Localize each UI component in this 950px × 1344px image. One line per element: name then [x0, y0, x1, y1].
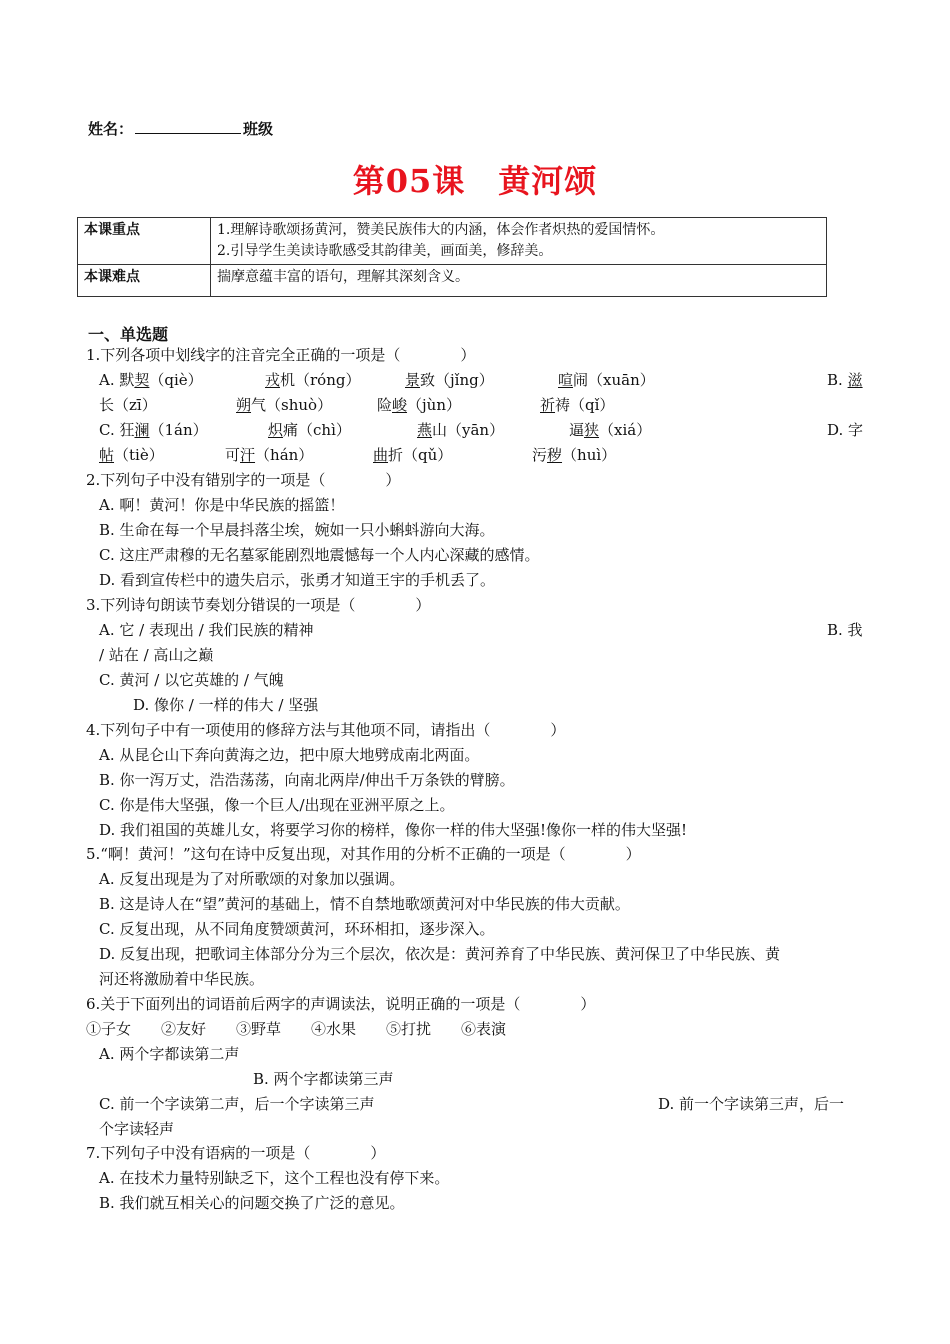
q6-option-c[interactable]: C. 前一个字读第二声，后一个字读第三声 — [99, 1095, 375, 1113]
q3-option-a[interactable]: A. 它 / 表现出 / 我们民族的精神 — [99, 621, 314, 639]
q6-option-b[interactable]: B. 两个字都读第三声 — [253, 1070, 394, 1088]
q3-stem: 3.下列诗句朗读节奏划分错误的一项是（ ） — [86, 596, 431, 614]
q1-b3-underline: 峻 — [392, 396, 408, 414]
focus-content — [211, 218, 827, 265]
q4-option-b[interactable]: B. 你一泻万丈，浩浩荡荡，向南北两岸/伸出千万条铁的臂膀。 — [99, 771, 515, 789]
q1-c3-underline: 燕 — [417, 421, 433, 439]
q4-option-a[interactable]: A. 从昆仑山下奔向黄海之边，把中原大地劈成南北两面。 — [99, 746, 480, 764]
difficulty-label: 本课难点 — [78, 265, 211, 297]
q1-word-d2 — [225, 445, 313, 465]
q1-word-b2 — [236, 395, 332, 415]
q6-word-list: ①子女 ②友好 ③野草 ④水果 ⑤打扰 ⑥表演 — [86, 1020, 507, 1038]
q1-c4-underline: 狭 — [584, 421, 600, 439]
q1-a2-rest: 机（róng） — [280, 371, 361, 389]
q4-option-d[interactable]: D. 我们祖国的英雄儿女，将要学习你的榜样，像你一样的伟大坚强!像你一样的伟大坚强! — [99, 821, 688, 839]
q7-option-b[interactable]: B. 我们就互相关心的问题交换了广泛的意见。 — [99, 1194, 405, 1212]
q3-option-b-cont: / 站在 / 高山之巅 — [99, 646, 214, 664]
q1-d1-underline: 帖 — [99, 446, 115, 464]
q1-d2-rest: （hán） — [255, 446, 314, 464]
q1-word-a2 — [265, 370, 360, 390]
q1-b-label: B. — [827, 371, 843, 389]
q2-option-d[interactable]: D. 看到宣传栏中的遗失启示，张勇才知道王宇的手机丢了。 — [99, 571, 496, 589]
q5-option-c[interactable]: C. 反复出现，从不同角度赞颂黄河，环环相扣，逐步深入。 — [99, 920, 495, 938]
lesson-title: 第05课 黄河颂 — [352, 162, 598, 200]
q1-option-b[interactable] — [827, 370, 863, 390]
q1-a4-underline: 喧 — [558, 371, 574, 389]
q1-word-c4 — [569, 420, 651, 440]
q1-word-b4 — [540, 395, 614, 415]
q2-option-a[interactable]: A. 啊！黄河！你是中华民族的摇篮！ — [99, 496, 345, 514]
focus-line-2: 2.引导学生美读诗歌感受其韵律美，画面美，修辞美。 — [217, 243, 553, 259]
q1-b2-underline: 朔 — [236, 396, 252, 414]
q1-d3-underline: 曲 — [373, 446, 389, 464]
table-row — [78, 218, 827, 265]
q2-stem: 2.下列句子中没有错别字的一项是（ ） — [86, 471, 401, 489]
key-points-table — [77, 217, 827, 297]
difficulty-content — [211, 265, 827, 297]
q5-option-b[interactable]: B. 这是诗人在“望”黄河的基础上，情不自禁地歌颂黄河对中华民族的伟大贡献。 — [99, 895, 630, 913]
q1-b3-rest: （jùn） — [407, 396, 462, 414]
q1-a1-rest: （qiè） — [149, 371, 203, 389]
q1-a4-rest: 闹（xuān） — [573, 371, 655, 389]
q1-d2-underline: 汗 — [240, 446, 256, 464]
q1-word-b1: 长（zī） — [99, 396, 157, 414]
q1-word-c3 — [417, 420, 504, 440]
q1-option-d[interactable]: D. 字 — [827, 421, 864, 439]
student-info-line — [88, 118, 273, 139]
q1-a3-underline: 景 — [405, 371, 421, 389]
q5-stem: 5.“啊！黄河！”这句在诗中反复出现，对其作用的分析不正确的一项是（ ） — [86, 845, 641, 863]
q1-stem: 1.下列各项中划线字的注音完全正确的一项是（ ） — [86, 346, 476, 364]
q1-c4-pre: 逼 — [569, 421, 585, 439]
q1-c1-underline: 澜 — [134, 421, 150, 439]
q3-option-d[interactable]: D. 像你 / 一样的伟大 / 坚强 — [133, 696, 319, 714]
q1-b3-pre: 险 — [377, 396, 393, 414]
q1-word-c2 — [268, 420, 351, 440]
q1-d4-rest: （huì） — [562, 446, 617, 464]
difficulty-line-1: 揣摩意蕴丰富的语句，理解其深刻含义。 — [217, 269, 469, 285]
q1-word-d3 — [373, 445, 452, 465]
q1-word-d1 — [99, 445, 164, 465]
q1-c2-rest: 痛（chì） — [283, 421, 351, 439]
q7-stem: 7.下列句子中没有语病的一项是（ ） — [86, 1144, 386, 1162]
q1-d4-pre: 污 — [532, 446, 548, 464]
q1-c1-rest: （1án） — [149, 421, 208, 439]
q6-option-d-cont: 个字读轻声 — [99, 1120, 175, 1138]
q1-option-a[interactable] — [99, 370, 203, 390]
q5-option-d[interactable]: D. 反复出现，把歌词主体部分分为三个层次，依次是：黄河养育了中华民族、黄河保卫了中华民族、黄 — [99, 945, 781, 963]
q1-option-c[interactable] — [99, 420, 208, 440]
focus-label: 本课重点 — [78, 218, 211, 265]
q6-stem: 6.关于下面列出的词语前后两字的声调读法，说明正确的一项是（ ） — [86, 995, 596, 1013]
q1-d4-underline: 秽 — [547, 446, 563, 464]
name-blank[interactable] — [135, 119, 241, 134]
q1-a1: A. 默 — [99, 371, 135, 389]
name-label: 姓名： — [88, 120, 134, 138]
q6-option-a[interactable]: A. 两个字都读第二声 — [99, 1045, 240, 1063]
q1-a2-underline: 戎 — [265, 371, 281, 389]
q2-option-c[interactable]: C. 这庄严肃穆的无名墓冢能剧烈地震憾每一个人内心深藏的感情。 — [99, 546, 540, 564]
q1-a1-underline: 契 — [134, 371, 150, 389]
section-title: 一、单选题 — [88, 325, 169, 344]
q1-b2-rest: 气（shuò） — [251, 396, 333, 414]
q1-b4-rest: 祷（qǐ） — [555, 396, 615, 414]
q1-c4-rest: （xiá） — [599, 421, 652, 439]
focus-line-1: 1.理解诗歌颂扬黄河，赞美民族伟大的内涵，体会作者炽热的爱国情怀。 — [217, 222, 665, 238]
q5-option-a[interactable]: A. 反复出现是为了对所歌颂的对象加以强调。 — [99, 870, 405, 888]
q1-d1-rest: （tiè） — [114, 446, 164, 464]
q1-b1-underline: 滋 — [847, 371, 863, 389]
q1-c1-pre: C. 狂 — [99, 421, 135, 439]
q4-option-c[interactable]: C. 你是伟大坚强，像一个巨人/出现在亚洲平原之上。 — [99, 796, 455, 814]
q1-b4-underline: 祈 — [540, 396, 556, 414]
q4-stem: 4.下列句子中有一项使用的修辞方法与其他项不同，请指出（ ） — [86, 721, 566, 739]
q1-d3-rest: 折（qǔ） — [388, 446, 453, 464]
table-row — [78, 265, 827, 297]
q1-word-b3 — [377, 395, 461, 415]
q1-c3-rest: 山（yān） — [432, 421, 505, 439]
class-label: 班级 — [243, 120, 274, 138]
q1-word-a4 — [558, 370, 655, 390]
q2-option-b[interactable]: B. 生命在每一个早晨抖落尘埃，婉如一只小蝌蚪游向大海。 — [99, 521, 495, 539]
q5-option-d-cont: 河还将激励着中华民族。 — [99, 970, 265, 988]
q7-option-a[interactable]: A. 在技术力量特别缺乏下，这个工程也没有停下来。 — [99, 1169, 450, 1187]
q3-option-c[interactable]: C. 黄河 / 以它英雄的 / 气魄 — [99, 671, 284, 689]
q3-option-b[interactable]: B. 我 — [827, 621, 863, 639]
q1-d2-pre: 可 — [225, 446, 241, 464]
q1-word-a3 — [405, 370, 494, 390]
q1-c2-underline: 炽 — [268, 421, 284, 439]
q1-word-d4 — [532, 445, 616, 465]
q6-option-d[interactable]: D. 前一个字读第三声，后一 — [658, 1095, 845, 1113]
q1-a3-rest: 致（jǐng） — [420, 371, 494, 389]
